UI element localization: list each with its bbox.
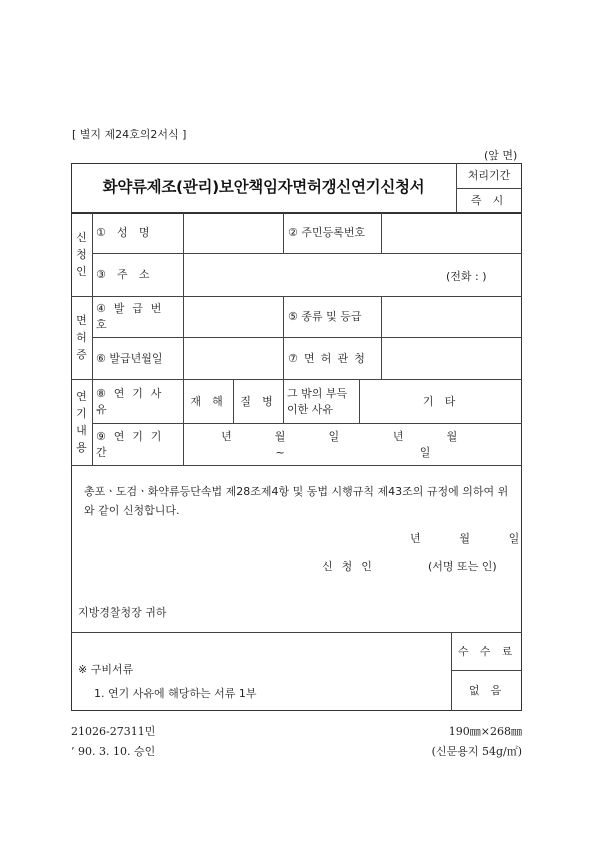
paper-size: 190㎜×268㎜: [448, 725, 522, 738]
reason-disaster-option[interactable]: 재 해: [190, 394, 227, 408]
reason-label: ⑧ 연 기 사 유: [96, 386, 164, 416]
address-label: ③ 주 소: [96, 268, 154, 282]
applicant-section-label: 신청인: [76, 230, 87, 279]
fee-label: 수 수 료: [457, 644, 517, 658]
signature-hint: (서명 또는 인): [428, 560, 497, 573]
license-section-label: 면허증: [76, 313, 87, 362]
phone-label: (전화 : ): [446, 270, 487, 283]
recipient: 지방경찰청장 귀하: [78, 606, 167, 619]
rrn-label: ② 주민등록번호: [288, 226, 366, 240]
form-title: 화약류제조(관리)보안책임자면허갱신연기신청서: [102, 178, 425, 197]
deferral-section-label: 연기내용: [76, 389, 87, 455]
type-grade-field[interactable]: [382, 297, 522, 337]
period-label: ⑨ 연 기 기 간: [96, 429, 164, 459]
authority-label: ⑦ 면 허 관 청: [288, 351, 367, 365]
rrn-field[interactable]: [382, 213, 522, 253]
reason-etc-option[interactable]: 기 타: [422, 394, 460, 408]
period-to-field[interactable]: 년 월 일: [392, 430, 478, 459]
address-field[interactable]: [184, 254, 434, 296]
required-document-item: 1. 연기 사유에 해당하는 서류 1부: [94, 687, 257, 700]
reason-illness-option[interactable]: 질 병: [240, 394, 277, 408]
reason-other-unavoidable-option[interactable]: 그 밖의 부득이한 사유: [287, 386, 348, 416]
form-code: 21026-27311민: [71, 725, 156, 738]
processing-period-label: 처리기간: [467, 168, 511, 182]
processing-period-value: 즉 시: [470, 193, 508, 207]
issue-date-label: ⑥ 발급년월일: [96, 351, 163, 365]
type-grade-label: ⑤ 종류 및 등급: [288, 310, 362, 324]
fee-value: 없 음: [468, 684, 506, 698]
name-field[interactable]: [184, 213, 282, 253]
issue-number-field[interactable]: [184, 297, 282, 337]
declaration-date[interactable]: 년 월 일: [410, 532, 537, 545]
issue-number-label: ④ 발 급 번 호: [96, 302, 164, 331]
issue-date-field[interactable]: [184, 338, 282, 379]
applicant-signature-label: 신 청 인: [322, 560, 375, 573]
required-documents-heading: ※ 구비서류: [78, 663, 134, 676]
authority-field[interactable]: [382, 338, 522, 379]
page-side-label: (앞 면): [484, 149, 518, 162]
form-reference: [ 별지 제24호의2서식 ]: [72, 128, 187, 141]
paper-spec: (신문용지 54g/㎡): [431, 745, 522, 758]
name-label: ① 성 명: [96, 226, 154, 240]
period-from-field[interactable]: 년 월 일 ~: [221, 430, 359, 459]
declaration-text: 총포ㆍ도검ㆍ화약류등단속법 제28조제4항 및 동법 시행규칙 제43조의 규정에 의하여 위와 같이 신청합니다.: [84, 485, 509, 518]
approval-date: ’ 90. 3. 10. 승인: [71, 745, 156, 758]
